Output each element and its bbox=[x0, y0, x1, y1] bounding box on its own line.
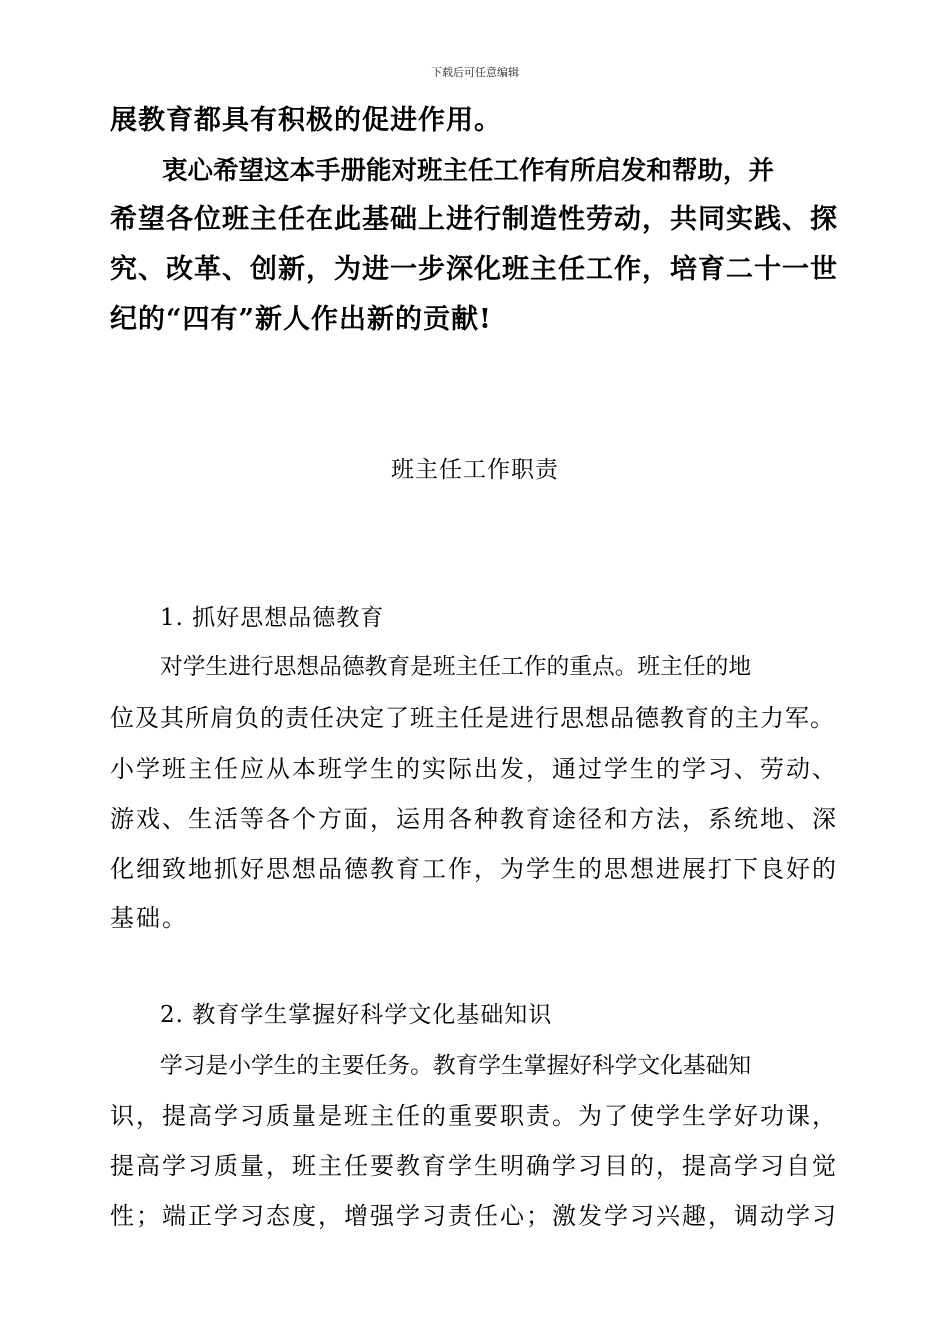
section-1-line-1: 对学生进行思想品德教育是班主任工作的重点。班主任的地 bbox=[160, 654, 752, 680]
intro-line-1: 展教育都具有积极的促进作用。 bbox=[110, 105, 502, 136]
section-2-line-4: 性；端正学习态度，增强学习责任心；激发学习兴趣，调动学习 bbox=[110, 1202, 838, 1230]
intro-line-3: 希望各位班主任在此基础上进行制造性劳动，共同实践、探 bbox=[110, 204, 838, 235]
section-1-line-2: 位及其所肩负的责任决定了班主任是进行思想品德教育的主力军。 bbox=[110, 704, 835, 732]
section-heading-1: 1. 抓好思想品德教育 bbox=[160, 605, 385, 631]
intro-line-5: 纪的“四有”新人作出新的贡献! bbox=[110, 304, 492, 335]
section-1-line-4: 游戏、生活等各个方面，运用各种教育途径和方法，系统地、深 bbox=[110, 805, 838, 833]
intro-line-4: 究、改革、创新，为进一步深化班主任工作，培育二十一世 bbox=[110, 254, 838, 285]
section-1-line-5: 化细致地抓好思想品德教育工作，为学生的思想进展打下良好的 bbox=[110, 855, 838, 883]
section-2-line-3: 提高学习质量，班主任要教育学生明确学习目的，提高学习自觉 bbox=[110, 1152, 838, 1180]
intro-line-2: 衷心希望这本手册能对班主任工作有所启发和帮助，并 bbox=[162, 156, 775, 186]
section-heading-2: 2. 教育学生掌握好科学文化基础知识 bbox=[160, 1002, 553, 1028]
section-2-line-1: 学习是小学生的主要任务。教育学生掌握好科学文化基础知 bbox=[160, 1053, 752, 1079]
section-1-line-6: 基础。 bbox=[110, 904, 188, 932]
page-header: 下载后可任意编辑 bbox=[431, 66, 519, 79]
section-1-line-3: 小学班主任应从本班学生的实际出发，通过学生的学习、劳动、 bbox=[110, 755, 838, 783]
section-2-line-2: 识，提高学习质量是班主任的重要职责。为了使学生学好功课， bbox=[110, 1102, 838, 1130]
section-title: 班主任工作职责 bbox=[391, 457, 559, 483]
